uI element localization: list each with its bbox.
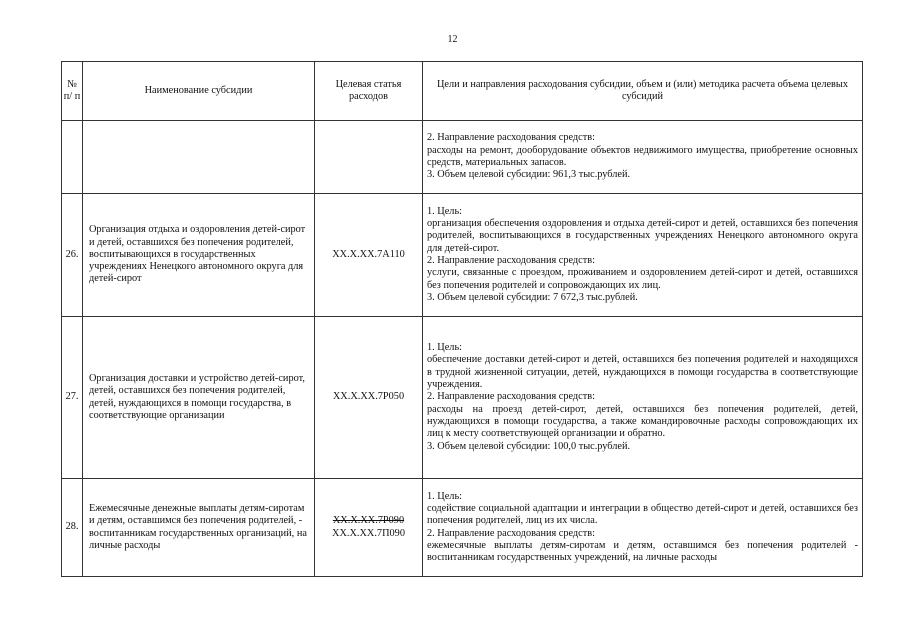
header-subsidy-name: Наименование субсидии xyxy=(83,62,315,121)
row-number xyxy=(62,121,83,194)
target-code: XX.X.XX.7А110 xyxy=(315,194,423,317)
row-number: 27. xyxy=(62,317,83,479)
goals-line: обеспечение доставки детей-сирот и детей, оставшихся без попечения родителей и находящихся в трудной жизненной ситуации, детей, нуждающихся в помощи государства в соответствующие учреждения. xyxy=(427,354,858,391)
page-number: 12 xyxy=(447,34,458,45)
goals-line: организация обеспечения оздоровления и отдыха детей-сирот и детей, оставшихся без попечения родителей, воспитывающихся в государственных учреждениях Ненецкого автономного округа для детей-сирот. xyxy=(427,218,858,254)
goals-line: расходы на проезд детей-сирот, детей, оставшихся без попечения родителей, детей, нуждающихся в помощи государства, а также командировочные расходы сопровождающих их лиц к месту соответствующей организации и обратно. xyxy=(427,403,858,440)
goals-line: услуги, связанные с проездом, проживанием и оздоровлением детей-сирот и детей, оставшихся без попечения родителей и сопровождающих их лиц. xyxy=(427,267,858,291)
row-number: 26. xyxy=(62,194,83,317)
target-code: XX.X.XX.7Р050 xyxy=(315,317,423,479)
table-row xyxy=(62,479,863,577)
struck-target-code: XX.X.XX.7Р090 xyxy=(332,515,405,527)
subsidy-name: Организация доставки и устройство детей-сирот, детей, оставшихся без попечения родителей, детей, нуждающихся в помощи государства, в соответствующие организации xyxy=(83,317,315,479)
goals-line: 2. Направление расходования средств: xyxy=(427,255,595,266)
goals-line: 3. Объем целевой субсидии: 7 672,3 тыс.рублей. xyxy=(427,291,638,303)
header-goals: Цели и направления расходования субсидии, объем и (или) методика расчета объема целевых субсидий xyxy=(423,62,863,121)
goals-line: 3. Объем целевой субсидии: 100,0 тыс.рублей. xyxy=(427,440,631,452)
subsidy-table xyxy=(61,61,863,577)
target-code: XX.X.XX.7П090 xyxy=(332,527,405,539)
goals-line: 2. Направление расходования средств: xyxy=(427,132,595,144)
goals-line: 3. Объем целевой субсидии: 961,3 тыс.рублей. xyxy=(427,169,631,181)
table-header-row xyxy=(62,62,863,121)
table-row xyxy=(62,194,863,317)
goals-line: 2. Направление расходования средств: xyxy=(427,391,595,403)
goals-line: расходы на ремонт, дооборудование объектов недвижимого имущества, приобретение основных средств, материальных запасов. xyxy=(427,144,858,168)
goals-line: 1. Цель: xyxy=(427,490,462,502)
subsidy-name: Организация отдыха и оздоровления детей-сирот и детей, оставшихся без попечения родителей, воспитывающихся в государственных учреждениях Ненецкого автономного округа для детей-сирот xyxy=(83,194,315,317)
goals-line: ежемесячные выплаты детям-сиротам и детям, оставшимся без попечения родителей - воспитанникам государственных учреждений, на личные расходы xyxy=(427,539,858,564)
header-target-code: Целевая статья расходов xyxy=(315,62,423,121)
target-code-cell xyxy=(315,479,423,577)
goals-cell xyxy=(423,194,863,317)
goals-cell xyxy=(423,121,863,194)
subsidy-name: Ежемесячные денежные выплаты детям-сиротам и детям, оставшимся без попечения родителей, - воспитанникам государственных организаций, на личные расходы xyxy=(83,479,315,577)
goals-line: содействие социальной адаптации и интеграции в общество детей-сирот и детей, оставшихся без попечения родителей, лиц из их числа. xyxy=(427,502,858,527)
goals-line: 1. Цель: xyxy=(427,342,462,354)
goals-line: 2. Направление расходования средств: xyxy=(427,527,595,539)
subsidy-name xyxy=(83,121,315,194)
goals-line: 1. Цель: xyxy=(427,205,462,217)
table-row xyxy=(62,317,863,479)
header-number: № п/ п xyxy=(62,62,83,121)
row-number: 28. xyxy=(62,479,83,577)
goals-cell xyxy=(423,317,863,479)
target-code xyxy=(315,121,423,194)
goals-cell xyxy=(423,479,863,577)
table-row xyxy=(62,121,863,194)
